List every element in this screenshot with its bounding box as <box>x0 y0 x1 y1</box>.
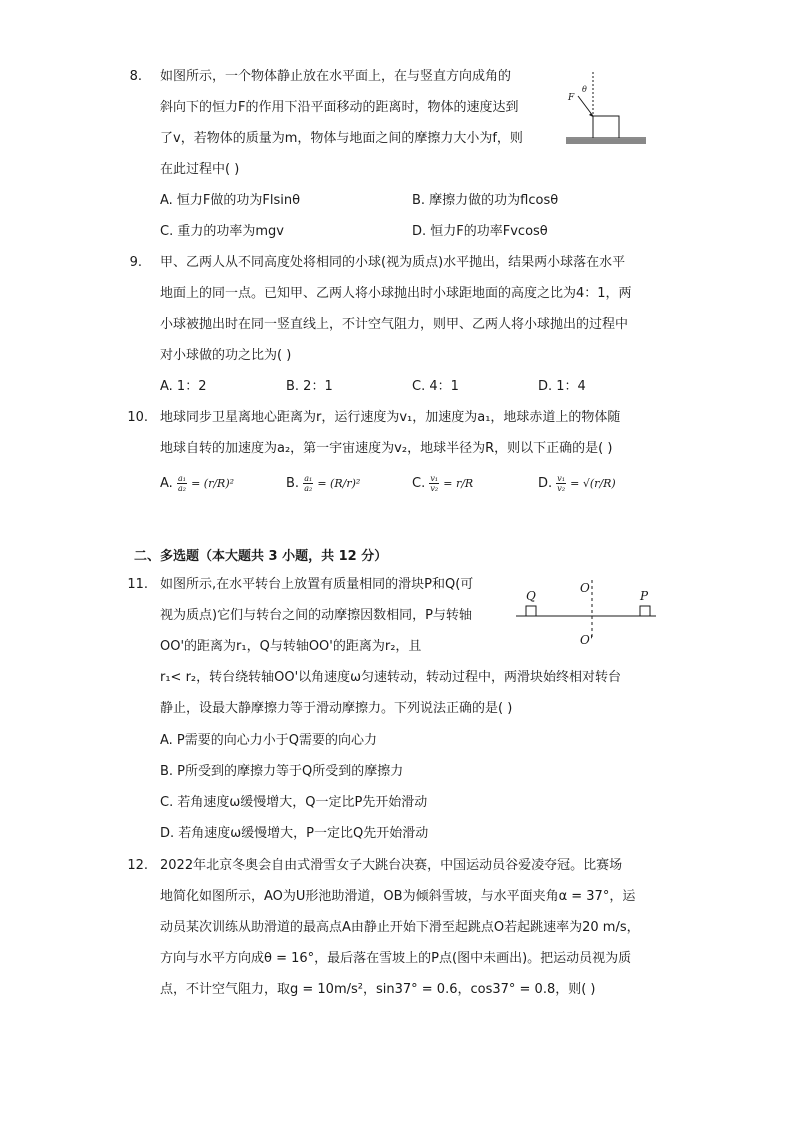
block-q <box>526 606 536 616</box>
figure-force-label: F <box>568 93 575 103</box>
figure-angle-label: θ <box>582 85 587 94</box>
question-10-option-a[interactable] <box>160 474 234 493</box>
option-d-numerator: v₁ <box>557 474 566 483</box>
option-c-denominator: v₂ <box>430 484 439 493</box>
question-12-line-3: 动员某次训练从助滑道的最高点A由静止开始下滑至起跳点O若起跳速率为20 m/s， <box>160 920 640 935</box>
figure-label-o-prime: O' <box>580 633 594 647</box>
question-12-number: 12. <box>127 858 148 873</box>
option-a-fraction <box>177 474 187 493</box>
option-c-label: C. <box>412 476 426 491</box>
question-8-line-2: 斜向下的恒力F的作用下沿平面移动的距离时，物体的速度达到 <box>160 100 519 115</box>
question-12-line-2: 地简化如图所示，AO为U形池助滑道，OB为倾斜雪坡，与水平面夹角α = 37°，运 <box>160 889 636 904</box>
incline-force-figure <box>560 70 650 150</box>
question-10-number: 10. <box>127 410 148 425</box>
option-a-denominator: a₂ <box>177 484 186 493</box>
question-11-option-a[interactable]: A. P需要的向心力小于Q需要的向心力 <box>160 733 378 748</box>
question-10-option-c[interactable] <box>412 474 473 493</box>
question-10-option-b[interactable] <box>286 474 360 493</box>
option-a-numerator: a₁ <box>177 474 186 483</box>
question-9-line-4: 对小球做的功之比为( ) <box>160 348 292 363</box>
question-11-line-4: r₁< r₂，转台绕转轴OO'以角速度ω匀速转动，转动过程中，两滑块始终相对转台 <box>160 670 622 685</box>
question-10-option-d[interactable] <box>538 474 616 493</box>
figure-label-p: P <box>640 589 649 603</box>
option-b-fraction <box>303 474 313 493</box>
question-11-line-2: 视为质点)它们与转台之间的动摩擦因数相同，P与转轴 <box>160 608 472 623</box>
question-8-line-1: 如图所示，一个物体静止放在水平面上，在与竖直方向成角的 <box>160 69 512 84</box>
question-10-line-2: 地球自转的加速度为a₂，第一宇宙速度为v₂，地球半径为R，则以下正确的是( ) <box>160 441 613 456</box>
block-p <box>640 606 650 616</box>
figure-label-q: Q <box>526 589 536 603</box>
question-11-line-1: 如图所示,在水平转台上放置有质量相同的滑块P和Q(可 <box>160 577 474 592</box>
question-9-line-2: 地面上的同一点。已知甲、乙两人将小球抛出时小球距地面的高度之比为4：1，两 <box>160 286 632 301</box>
question-11-line-5: 静止，设最大静摩擦力等于滑动摩擦力。下列说法正确的是( ) <box>160 701 513 716</box>
option-d-fraction <box>556 474 566 493</box>
question-11-option-c[interactable]: C. 若角速度ω缓慢增大，Q一定比P先开始滑动 <box>160 795 428 810</box>
question-12-line-4: 方向与水平方向成θ = 16°，最后落在雪坡上的P点(图中未画出)。把运动员视为质 <box>160 951 632 966</box>
question-12-line-5: 点，不计空气阻力，取g = 10m/s²，sin37° = 0.6，cos37° = 0.8，则( ) <box>160 982 596 997</box>
question-9-number: 9. <box>129 255 142 270</box>
option-c-fraction <box>429 474 439 493</box>
option-a-label: A. <box>160 476 173 491</box>
option-d-label: D. <box>538 476 553 491</box>
question-8-option-d[interactable]: D. 恒力F的功率Fvcosθ <box>412 224 548 239</box>
question-11-option-d[interactable]: D. 若角速度ω缓慢增大，P一定比Q先开始滑动 <box>160 826 429 841</box>
question-9-option-d[interactable]: D. 1：4 <box>538 379 586 394</box>
option-b-denominator: a₂ <box>304 484 313 493</box>
option-d-rhs: = √(r/R) <box>570 477 616 490</box>
question-11-number: 11. <box>127 577 148 592</box>
turntable-figure <box>510 578 660 648</box>
option-b-label: B. <box>286 476 300 491</box>
question-8-option-b[interactable]: B. 摩擦力做的功为flcosθ <box>412 193 559 208</box>
question-9-option-a[interactable]: A. 1：2 <box>160 379 207 394</box>
question-8-number: 8. <box>129 69 142 84</box>
option-a-rhs: = (r/R)² <box>191 477 235 490</box>
question-8-option-a[interactable]: A. 恒力F做的功为Flsinθ <box>160 193 301 208</box>
option-b-rhs: = (R/r)² <box>317 477 361 490</box>
option-c-rhs: = r/R <box>443 477 474 490</box>
figure-label-o: O <box>580 581 590 595</box>
question-9-option-b[interactable]: B. 2：1 <box>286 379 333 394</box>
question-8-line-4: 在此过程中( ) <box>160 162 240 177</box>
question-8-option-c[interactable]: C. 重力的功率为mgv <box>160 224 284 239</box>
option-d-denominator: v₂ <box>557 484 566 493</box>
section-heading-multiple-choice: 二、多选题（本大题共 3 小题，共 12 分） <box>134 549 388 564</box>
question-9-option-c[interactable]: C. 4：1 <box>412 379 459 394</box>
option-b-numerator: a₁ <box>304 474 313 483</box>
question-8-line-3: 了v，若物体的质量为m，物体与地面之间的摩擦力大小为f，则 <box>160 131 523 146</box>
question-12-line-1: 2022年北京冬奥会自由式滑雪女子大跳台决赛，中国运动员谷爱凌夺冠。比赛场 <box>160 858 623 873</box>
option-c-numerator: v₁ <box>430 474 439 483</box>
question-9-line-3: 小球被抛出时在同一竖直线上，不计空气阻力，则甲、乙两人将小球抛出的过程中 <box>160 317 629 332</box>
question-11-option-b[interactable]: B. P所受到的摩擦力等于Q所受到的摩擦力 <box>160 764 404 779</box>
question-9-line-1: 甲、乙两人从不同高度处将相同的小球(视为质点)水平抛出，结果两小球落在水平 <box>160 255 626 270</box>
question-11-line-3: OO'的距离为r₁，Q与转轴OO'的距离为r₂，且 <box>160 639 422 654</box>
question-10-line-1: 地球同步卫星离地心距离为r，运行速度为v₁，加速度为a₁，地球赤道上的物体随 <box>160 410 621 425</box>
